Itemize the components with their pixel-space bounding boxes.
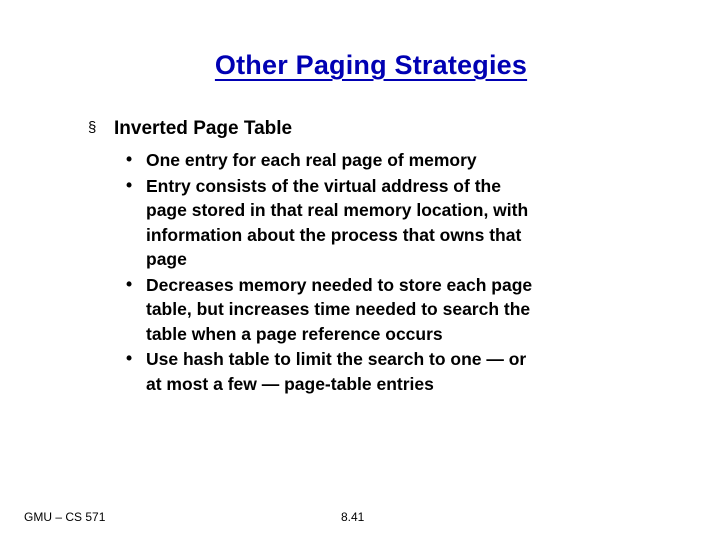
- sub-bullet-list: [126, 148, 606, 397]
- slide-title: Other Paging Strategies: [214, 50, 528, 80]
- sub-bullet-line: page stored in that real memory location, with: [146, 200, 529, 220]
- sub-bullet-line: Decreases memory needed to store each page: [146, 274, 533, 295]
- sub-bullet-line: table, but increases time needed to search the: [146, 299, 531, 319]
- bullet-dot-icon: •: [126, 348, 133, 368]
- sub-bullet-item: [126, 174, 606, 272]
- level1-bullet-text: Inverted Page Table: [114, 118, 293, 139]
- sub-bullet-line: table when a page reference occurs: [146, 323, 443, 344]
- sub-bullet-line: at most a few — page-table entries: [146, 373, 434, 394]
- sub-bullet-line: Use hash table to limit the search to one — or: [146, 349, 527, 369]
- sub-bullet-line: One entry for each real page of memory: [146, 150, 477, 170]
- sub-bullet-line: Entry consists of the virtual address of the: [146, 175, 501, 196]
- footer-page-number: 8.41: [341, 510, 365, 524]
- sub-bullet-item: [126, 347, 606, 396]
- bullet-dot-icon: •: [126, 174, 133, 195]
- sub-bullet-item: [126, 148, 606, 173]
- sub-bullet-line: page: [146, 249, 187, 269]
- bullet-dot-icon: •: [126, 273, 133, 294]
- sub-bullet-item: [126, 273, 606, 347]
- square-bullet-icon: §: [88, 119, 97, 136]
- footer-course-label: GMU – CS 571: [24, 510, 106, 524]
- bullet-dot-icon: •: [126, 149, 133, 169]
- sub-bullet-line: information about the process that owns that: [146, 224, 522, 245]
